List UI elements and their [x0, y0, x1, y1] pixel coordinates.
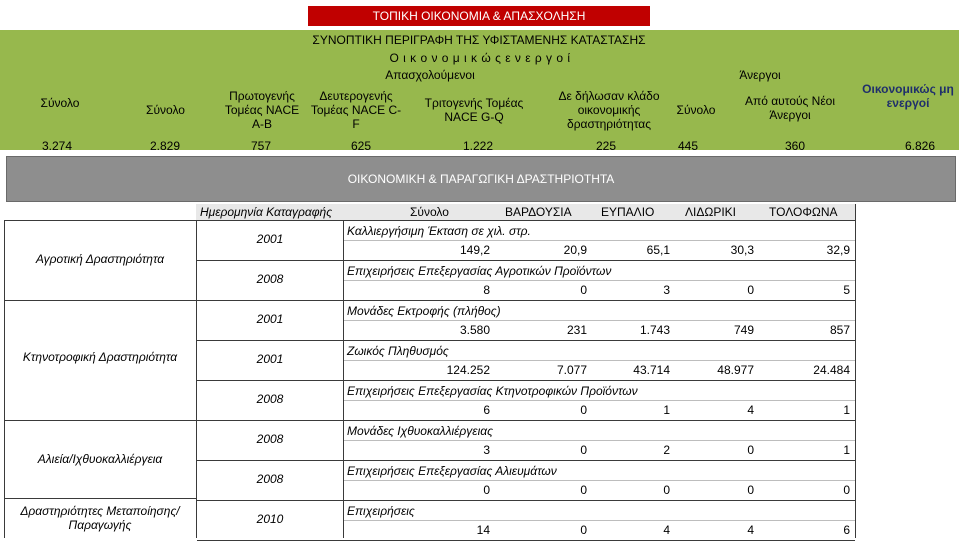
summary-subtitle: ΣΥΝΟΠΤΙΚΗ ΠΕΡΙΓΡΑΦΗ ΤΗΣ ΥΦΙΣΤΑΜΕΝΗΣ ΚΑΤΑΣΤΑΣΗΣ: [312, 33, 646, 47]
value-tertiary: 1.222: [463, 139, 494, 153]
row-value-1: 0: [580, 283, 587, 297]
row-value-2: 0: [663, 483, 670, 497]
row-value-4: 857: [829, 323, 850, 337]
row-description: Μονάδες Εκτροφής (πλήθος): [347, 304, 501, 318]
row-year: 2001: [256, 312, 284, 326]
value-young-unemployed: 360: [785, 139, 806, 153]
row-value-0: 0: [483, 483, 490, 497]
row-value-1: 20,9: [563, 243, 587, 257]
row-value-3: 0: [747, 283, 754, 297]
col-tolofona: ΤΟΛΟΦΩΝΑ: [769, 205, 838, 219]
employment-values-row: [0, 138, 959, 154]
row-value-4: 32,9: [826, 243, 850, 257]
row-value-3: 30,3: [730, 243, 754, 257]
row-description: Επιχειρήσεις: [347, 504, 415, 518]
value-secondary: 625: [351, 139, 372, 153]
year-divider: [343, 220, 344, 538]
young-unemployed-label: Από αυτούς Νέοι Άνεργοι: [744, 94, 836, 122]
employed-total-label: Σύνολο: [146, 103, 185, 117]
section-title: ΟΙΚΟΝΟΜΙΚΗ & ΠΑΡΑΓΩΓΙΚΗ ΔΡΑΣΤΗΡΙΟΤΗΤΑ: [347, 172, 615, 186]
category-processing: Δραστηριότητες Μεταποίησης/Παραγωγής: [20, 504, 180, 532]
row-value-2: 3: [663, 283, 670, 297]
category-agri: Αγροτική Δραστηριότητα: [35, 252, 165, 266]
row-value-0: 6: [483, 403, 490, 417]
row-year: 2008: [256, 272, 284, 286]
row-bottom-line: [197, 300, 855, 301]
value-unemployed-total: 445: [678, 139, 699, 153]
row-year: 2001: [256, 352, 284, 366]
undeclared-sector-label: Δε δήλωσαν κλάδο οικονομικής δραστηριότητας: [558, 89, 660, 131]
row-value-2: 2: [663, 443, 670, 457]
row-value-1: 0: [580, 523, 587, 537]
row-value-3: 0: [747, 483, 754, 497]
row-bottom-line: [197, 460, 855, 461]
row-value-4: 1: [843, 443, 850, 457]
row-value-4: 0: [843, 483, 850, 497]
active-label: Ο ι κ ο ν ο μ ι κ ώ ς ε ν ε ρ γ ο ί: [389, 51, 571, 65]
employed-label: Απασχολούμενοι: [385, 68, 475, 82]
unemployed-total-label: Σύνολο: [676, 103, 716, 117]
row-year: 2008: [256, 472, 284, 486]
value-employed-total: 2.829: [150, 139, 181, 153]
row-bottom-line: [197, 500, 855, 501]
row-value-1: 0: [580, 443, 587, 457]
row-year: 2008: [256, 432, 284, 446]
row-value-1: 0: [580, 403, 587, 417]
row-subline: [344, 280, 855, 281]
row-description: Μονάδες Ιχθυοκαλλιέργειας: [347, 424, 493, 438]
row-value-4: 1: [843, 403, 850, 417]
cat-sep: [4, 300, 196, 301]
col-vardousia: ΒΑΡΔΟΥΣΙΑ: [505, 205, 572, 219]
table-header-row: [196, 204, 856, 220]
row-value-0: 3.580: [459, 323, 490, 337]
col-lidoriki: ΛΙΔΩΡΙΚΙ: [685, 205, 737, 219]
row-description: Επιχειρήσεις Επεξεργασίας Κτηνοτροφικών Προϊόντων: [347, 384, 638, 398]
row-value-2: 1.743: [639, 323, 670, 337]
table-left-line: [4, 220, 5, 538]
row-subline: [344, 320, 855, 321]
row-value-0: 149,2: [459, 243, 490, 257]
row-subline: [344, 440, 855, 441]
row-value-0: 8: [483, 283, 490, 297]
category-livestock: Κτηνοτροφική Δραστηριότητα: [22, 350, 178, 364]
row-value-2: 65,1: [646, 243, 670, 257]
row-description: Επιχειρήσεις Επεξεργασίας Αγροτικών Προϊόντων: [347, 264, 612, 278]
cat-sep: [4, 420, 196, 421]
row-bottom-line: [197, 340, 855, 341]
row-subline: [344, 240, 855, 241]
row-value-3: 48.977: [717, 363, 754, 377]
row-bottom-line: [197, 420, 855, 421]
row-value-4: 24.484: [813, 363, 850, 377]
col-eypalio: ΕΥΠΑΛΙΟ: [601, 205, 655, 219]
row-value-0: 14: [476, 523, 490, 537]
row-value-4: 5: [843, 283, 850, 297]
value-inactive: 6.826: [905, 139, 936, 153]
row-value-3: 0: [747, 443, 754, 457]
row-value-1: 0: [580, 483, 587, 497]
row-value-2: 1: [663, 403, 670, 417]
row-value-1: 7.077: [556, 363, 587, 377]
row-value-0: 124.252: [446, 363, 490, 377]
table-right-line: [855, 204, 856, 538]
category-fishing: Αλιεία/Ιχθυοκαλλιέργεια: [37, 452, 163, 466]
unemployed-label: Άνεργοι: [739, 68, 781, 82]
col-date: Ημερομηνία Καταγραφής: [200, 205, 333, 219]
row-value-1: 231: [566, 323, 587, 337]
row-subline: [344, 360, 855, 361]
row-subline: [344, 480, 855, 481]
secondary-sector-label: Δευτερογενής Τομέας NACE C-F: [310, 89, 402, 131]
col-total: Σύνολο: [410, 205, 449, 219]
row-value-3: 749: [733, 323, 754, 337]
value-undeclared: 225: [596, 139, 617, 153]
tertiary-sector-label: Τριτογενής Τομέας NACE G-Q: [424, 96, 524, 124]
page-title: ΤΟΠΙΚΗ ΟΙΚΟΝΟΜΙΑ & ΑΠΑΣΧΟΛΗΣΗ: [308, 6, 650, 26]
table-top-line: [4, 220, 856, 221]
row-value-2: 4: [663, 523, 670, 537]
inactive-label: Οικονομικώς μη ενεργοί: [862, 82, 954, 110]
total-label: Σύνολο: [40, 96, 80, 110]
value-total: 3.274: [42, 139, 73, 153]
row-value-3: 4: [747, 403, 754, 417]
row-year: 2010: [256, 512, 284, 526]
row-value-0: 3: [483, 443, 490, 457]
row-description: Καλλιεργήσιμη Έκταση σε χιλ. στρ.: [347, 224, 531, 238]
row-value-4: 6: [843, 523, 850, 537]
value-primary: 757: [251, 139, 272, 153]
category-divider: [196, 220, 197, 538]
row-description: Ζωικός Πληθυσμός: [347, 344, 449, 358]
row-year: 2008: [256, 392, 284, 406]
row-year: 2001: [256, 232, 284, 246]
row-bottom-line: [197, 380, 855, 381]
row-bottom-line: [197, 260, 855, 261]
primary-sector-label: Πρωτογενής Τομέας NACE A-B: [224, 89, 300, 131]
row-subline: [344, 400, 855, 401]
row-subline: [344, 520, 855, 521]
row-description: Επιχειρήσεις Επεξεργασίας Αλιευμάτων: [347, 464, 557, 478]
cat-sep: [4, 498, 196, 499]
row-value-3: 4: [747, 523, 754, 537]
row-value-2: 43.714: [633, 363, 670, 377]
